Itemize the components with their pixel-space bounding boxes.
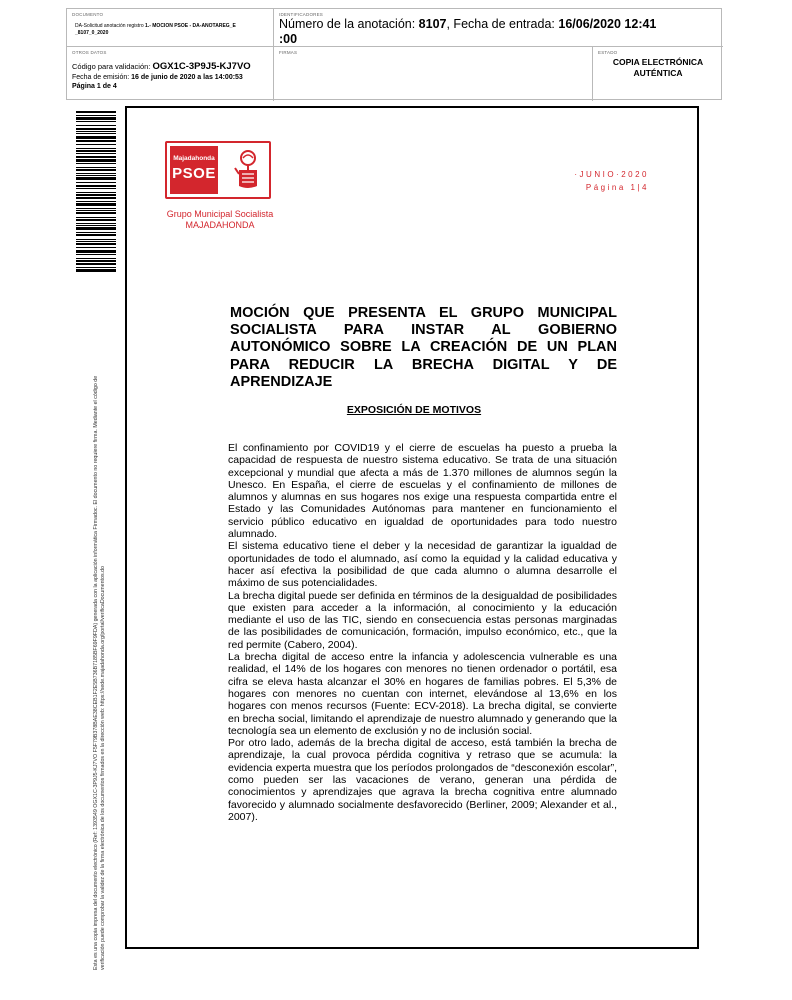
otros-datos-label: OTROS DATOS bbox=[72, 50, 107, 55]
paragraph: La brecha digital de acceso entre la infancia y adolescencia vulnerable es una realidad, el 14% de los hogares con menores no tienen ordenador o portátil, esa cifra se eleva hasta alcanzar el 30% en hogares de familias pobres. El 5,3% de hogares con menores no cuentan con internet, elevándose al 13,6% en los hogares con menos recursos (Fuente: ECV-2018). La brecha digital, se convierte en brecha social, limitando el aprendizaje de nuestro alumnado y generando que la tecnología sea un elemento de exclusión y no de inclusión social. bbox=[228, 651, 617, 737]
estado-line1: COPIA ELECTRÓNICA bbox=[612, 57, 704, 67]
documento-text-bold: 1.- MOCION PSOE - DA-ANOTAREG_E bbox=[145, 23, 236, 29]
fecha-entrada-cont: :00 bbox=[279, 32, 298, 46]
identificadores-label: IDENTIFICADORES bbox=[279, 12, 324, 17]
paragraph: Por otro lado, además de la brecha digital de acceso, está también la brecha de aprendizaje, la cual provoca pérdida cognitiva y retraso que se acumula: la evidencia experta muestra que los períodos prolongados de “desconexión escolar”, como pueden ser las vacaciones de verano, generan una pérdida de conocimientos y aprendizajes que agrava la brecha cognitiva entre alumnado favorecido y alumnado socialmente desfavorecido (Berliner, 2009; Alexander et al., 2007). bbox=[228, 737, 617, 823]
anotacion-prefix: Número de la anotación: bbox=[279, 17, 419, 31]
group-name bbox=[163, 209, 277, 231]
document-date: ·JUNIO·2020 bbox=[574, 170, 649, 179]
group-name-line1: Grupo Municipal Socialista bbox=[166, 209, 274, 219]
documento-cell bbox=[67, 9, 274, 47]
paragraph: La brecha digital puede ser definida en términos de la desigualdad de posibilidades que existen para acceder a la información, al conocimiento y la educación mediante el uso de las TIC, siendo en consecuencia estas personas marginadas de las posibilidades de comunicación, formación, impulso económico, etc., que la red permite (Cabero, 2004). bbox=[228, 589, 617, 651]
anotacion-text bbox=[279, 17, 699, 47]
scanned-page bbox=[125, 106, 699, 949]
documento-label: DOCUMENTO bbox=[72, 12, 104, 17]
estado-value bbox=[593, 57, 723, 79]
estado-line2: AUTÉNTICA bbox=[633, 68, 683, 78]
emision-value: 16 de junio de 2020 a las 14:00:53 bbox=[131, 74, 243, 81]
verification-side-text bbox=[93, 70, 107, 970]
section-heading: EXPOSICIÓN DE MOTIVOS bbox=[346, 404, 482, 416]
firmas-label: FIRMAS bbox=[279, 50, 298, 55]
rose-fist-icon bbox=[229, 148, 267, 192]
codigo-prefix: Código para validación: bbox=[72, 62, 153, 71]
document-page: Página 1|4 bbox=[585, 183, 649, 192]
identificadores-cell bbox=[274, 9, 723, 47]
documento-text-line2: _8107_0_2020 bbox=[75, 30, 109, 36]
estado-cell bbox=[593, 47, 723, 101]
estado-label: ESTADO bbox=[598, 50, 618, 55]
pagina-indicator: Página 1 de 4 bbox=[72, 83, 117, 90]
document-title: MOCIÓN QUE PRESENTA EL GRUPO MUNICIPAL SOCIALISTA PARA INSTAR AL GOBIERNO AUTONÓMICO SOBRE LA CREACIÓN DE UN PLAN PARA REDUCIR LA BRECHA DIGITAL Y DE APRENDIZAJE bbox=[230, 305, 617, 390]
logo-red-block bbox=[170, 146, 218, 194]
date-block bbox=[574, 168, 649, 194]
firmas-cell bbox=[274, 47, 593, 101]
paragraph: El sistema educativo tiene el deber y la necesidad de garantizar la igualdad de oportunidades de todo el alumnado, así como la equidad y la calidad educativa y hacer así efectiva la posibilidad de que cada alumno o alumna desarrolle el máximo de sus potencialidades. bbox=[228, 540, 617, 590]
emision-prefix: Fecha de emisión: bbox=[72, 74, 132, 81]
paragraph: El confinamiento por COVID19 y el cierre de escuelas ha puesto a prueba la capacidad de respuesta de nuestro sistema educativo. Se trata de una situación excepcional y mundial que afecta a más de 1.370 millones de alumnos según la Unesco. En España, el cierre de escuelas y el confinamiento de millones de alumnos y alumnas en sus hogares nos exige una respuesta compartida entre el Estado y las Comunidades Autónomas para mantener en funcionamiento el servicio público educativo en igualdad de oportunidades para todo nuestro alumnado. bbox=[228, 442, 617, 541]
verification-line-2: verificación puede comprobar la validez de la firma electrónica de los documentos firmados en la dirección web: https://sede.majadahonda.org/portal/verificaDocumentos.do bbox=[100, 566, 106, 970]
psoe-logo bbox=[165, 141, 271, 199]
document-header-table bbox=[66, 8, 722, 100]
codigo-value: OGX1C-3P9J5-KJ7VO bbox=[152, 61, 251, 72]
documento-text bbox=[75, 23, 260, 37]
fecha-prefix: , Fecha de entrada: bbox=[446, 17, 559, 31]
logo-party: PSOE bbox=[172, 165, 216, 182]
anotacion-numero: 8107 bbox=[418, 17, 447, 31]
verification-line-1: Esta es una copia impresa del documento electrónico (Ref: 1393549 OGX1C-3P9J5-KJ7VO F5F79B378BAE38CEB1F2E5B736B7185BF69F9FDA) generada con la aplicación informática Firmadoc. El documento no requiere firma. Mediante el código de bbox=[93, 375, 99, 970]
fecha-entrada: 16/06/2020 12:41 bbox=[558, 17, 657, 31]
body-text bbox=[228, 442, 617, 823]
documento-text-prefix: DA-Solicitud anotación registro bbox=[75, 23, 146, 29]
group-name-line2: MAJADAHONDA bbox=[185, 220, 255, 230]
logo-town: Majadahonda bbox=[173, 155, 215, 162]
